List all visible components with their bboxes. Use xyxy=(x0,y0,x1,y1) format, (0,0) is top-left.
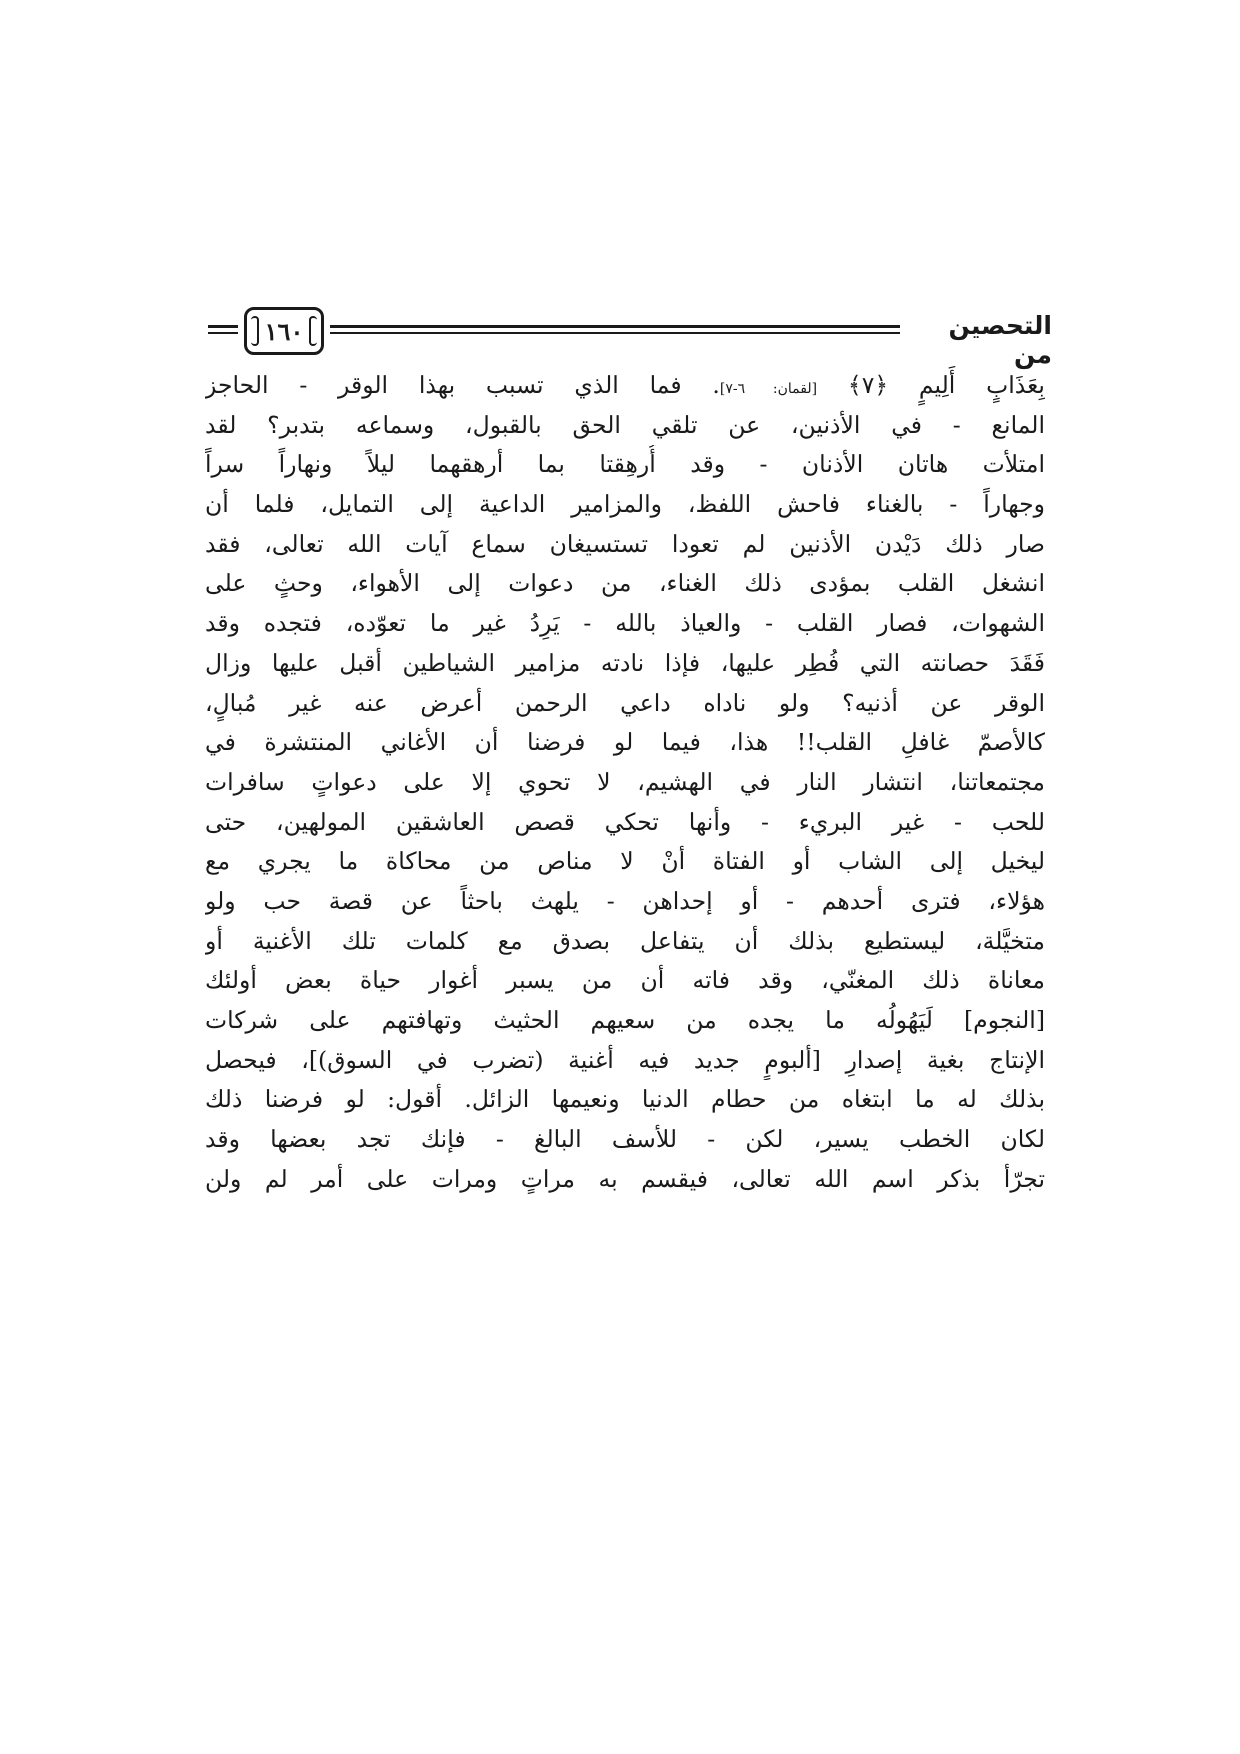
text-line: انشغل القلب بمؤدى ذلك الغناء، من دعوات إلى الأهواء، وحثٍ على xyxy=(205,569,1045,598)
text-line: لكان الخطب يسير، لكن - للأسف البالغ - فإنك تجد بعضها وقد xyxy=(205,1125,1045,1154)
text-line: متخيَّلة، ليستطيع بذلك أن يتفاعل بصدق مع كلمات تلك الأغنية أو xyxy=(205,926,1045,955)
page-header xyxy=(208,305,1052,369)
text-line: ليخيل إلى الشاب أو الفتاة أنْ لا مناص من محاكاة ما يجري مع xyxy=(205,847,1045,876)
text-line: صار ذلك دَيْدن الأذنين لم تعودا تستسيغان سماع آيات الله تعالى، فقد xyxy=(205,529,1045,558)
text-line: المانع - في الأذنين، عن تلقي الحق بالقبول، وسماعه بتدبر؟ لقد xyxy=(205,410,1045,439)
text-line: [النجوم] لَيَهُولُه ما يجده من سعيهم الحثيث وتهافتهم على شركات xyxy=(205,1006,1045,1034)
page-number: ١٦٠ xyxy=(264,316,304,346)
text-line-1 xyxy=(205,366,1045,406)
text-line: كالأصمّ غافلِ القلب!! هذا، فيما لو فرضنا أن الأغاني المنتشرة في xyxy=(205,728,1045,757)
header-rule-left xyxy=(208,325,238,334)
running-title: التحصين من xyxy=(948,311,1052,369)
text-line: فَقَدَ حصانته التي فُطِر عليها، فإذا نادته مزامير الشياطين أقبل عليها وزال xyxy=(205,648,1045,677)
text-line: معاناة ذلك المغنّي، وقد فاته أن من يسبر أغوار حياة بعض أولئك xyxy=(205,966,1045,995)
quran-quote: بِعَذَابٍ أَلِيمٍ ﴿٧﴾ xyxy=(847,371,1045,399)
text-line: وجهاراً - بالغناء فاحش اللفظ، والمزامير الداعية إلى التمايل، فلما أن xyxy=(205,490,1045,519)
text-line: هؤلاء، فترى أحدهم - أو إحداهن - يلهث باحثاً عن قصة حب ولو xyxy=(205,886,1045,915)
verse-reference: [لقمان: ٦-٧] xyxy=(719,381,818,397)
text-line: الإنتاج بغية إصدارِ [ألبومٍ جديد فيه أغنية (تضرب في السوق)]، فيحصل xyxy=(205,1045,1045,1074)
line-1-rest: . فما الذي تسبب بهذا الوقر - الحاجز xyxy=(205,371,720,399)
text-line: مجتمعاتنا، انتشار النار في الهشيم، لا تحوي إلا على دعواتٍ سافرات xyxy=(205,767,1045,796)
body-text xyxy=(205,366,1045,1199)
text-line: الشهوات، فصار القلب - والعياذ بالله - يَرِدُ غير ما تعوّده، فتجده وقد xyxy=(205,609,1045,638)
text-line: بذلك له ما ابتغاه من حطام الدنيا ونعيمها الزائل. أقول: لو فرضنا ذلك xyxy=(205,1085,1045,1114)
page-number-badge xyxy=(244,307,324,355)
text-line: تجرّأ بذكر اسم الله تعالى، فيقسم به مراتٍ ومرات على أمر لم ولن xyxy=(205,1164,1045,1193)
text-line: الوقر عن أذنيه؟ ولو ناداه داعي الرحمن أعرض عنه غير مُبالٍ، xyxy=(205,688,1045,717)
text-line: امتلأت هاتان الأذنان - وقد أُرهِقتا بما أرهقهما ليلاً ونهاراً سراً xyxy=(205,450,1045,479)
header-rule-right xyxy=(330,325,900,334)
text-line: للحب - غير البريء - وأنها تحكي قصص العاشقين المولهين، حتى xyxy=(205,807,1045,836)
